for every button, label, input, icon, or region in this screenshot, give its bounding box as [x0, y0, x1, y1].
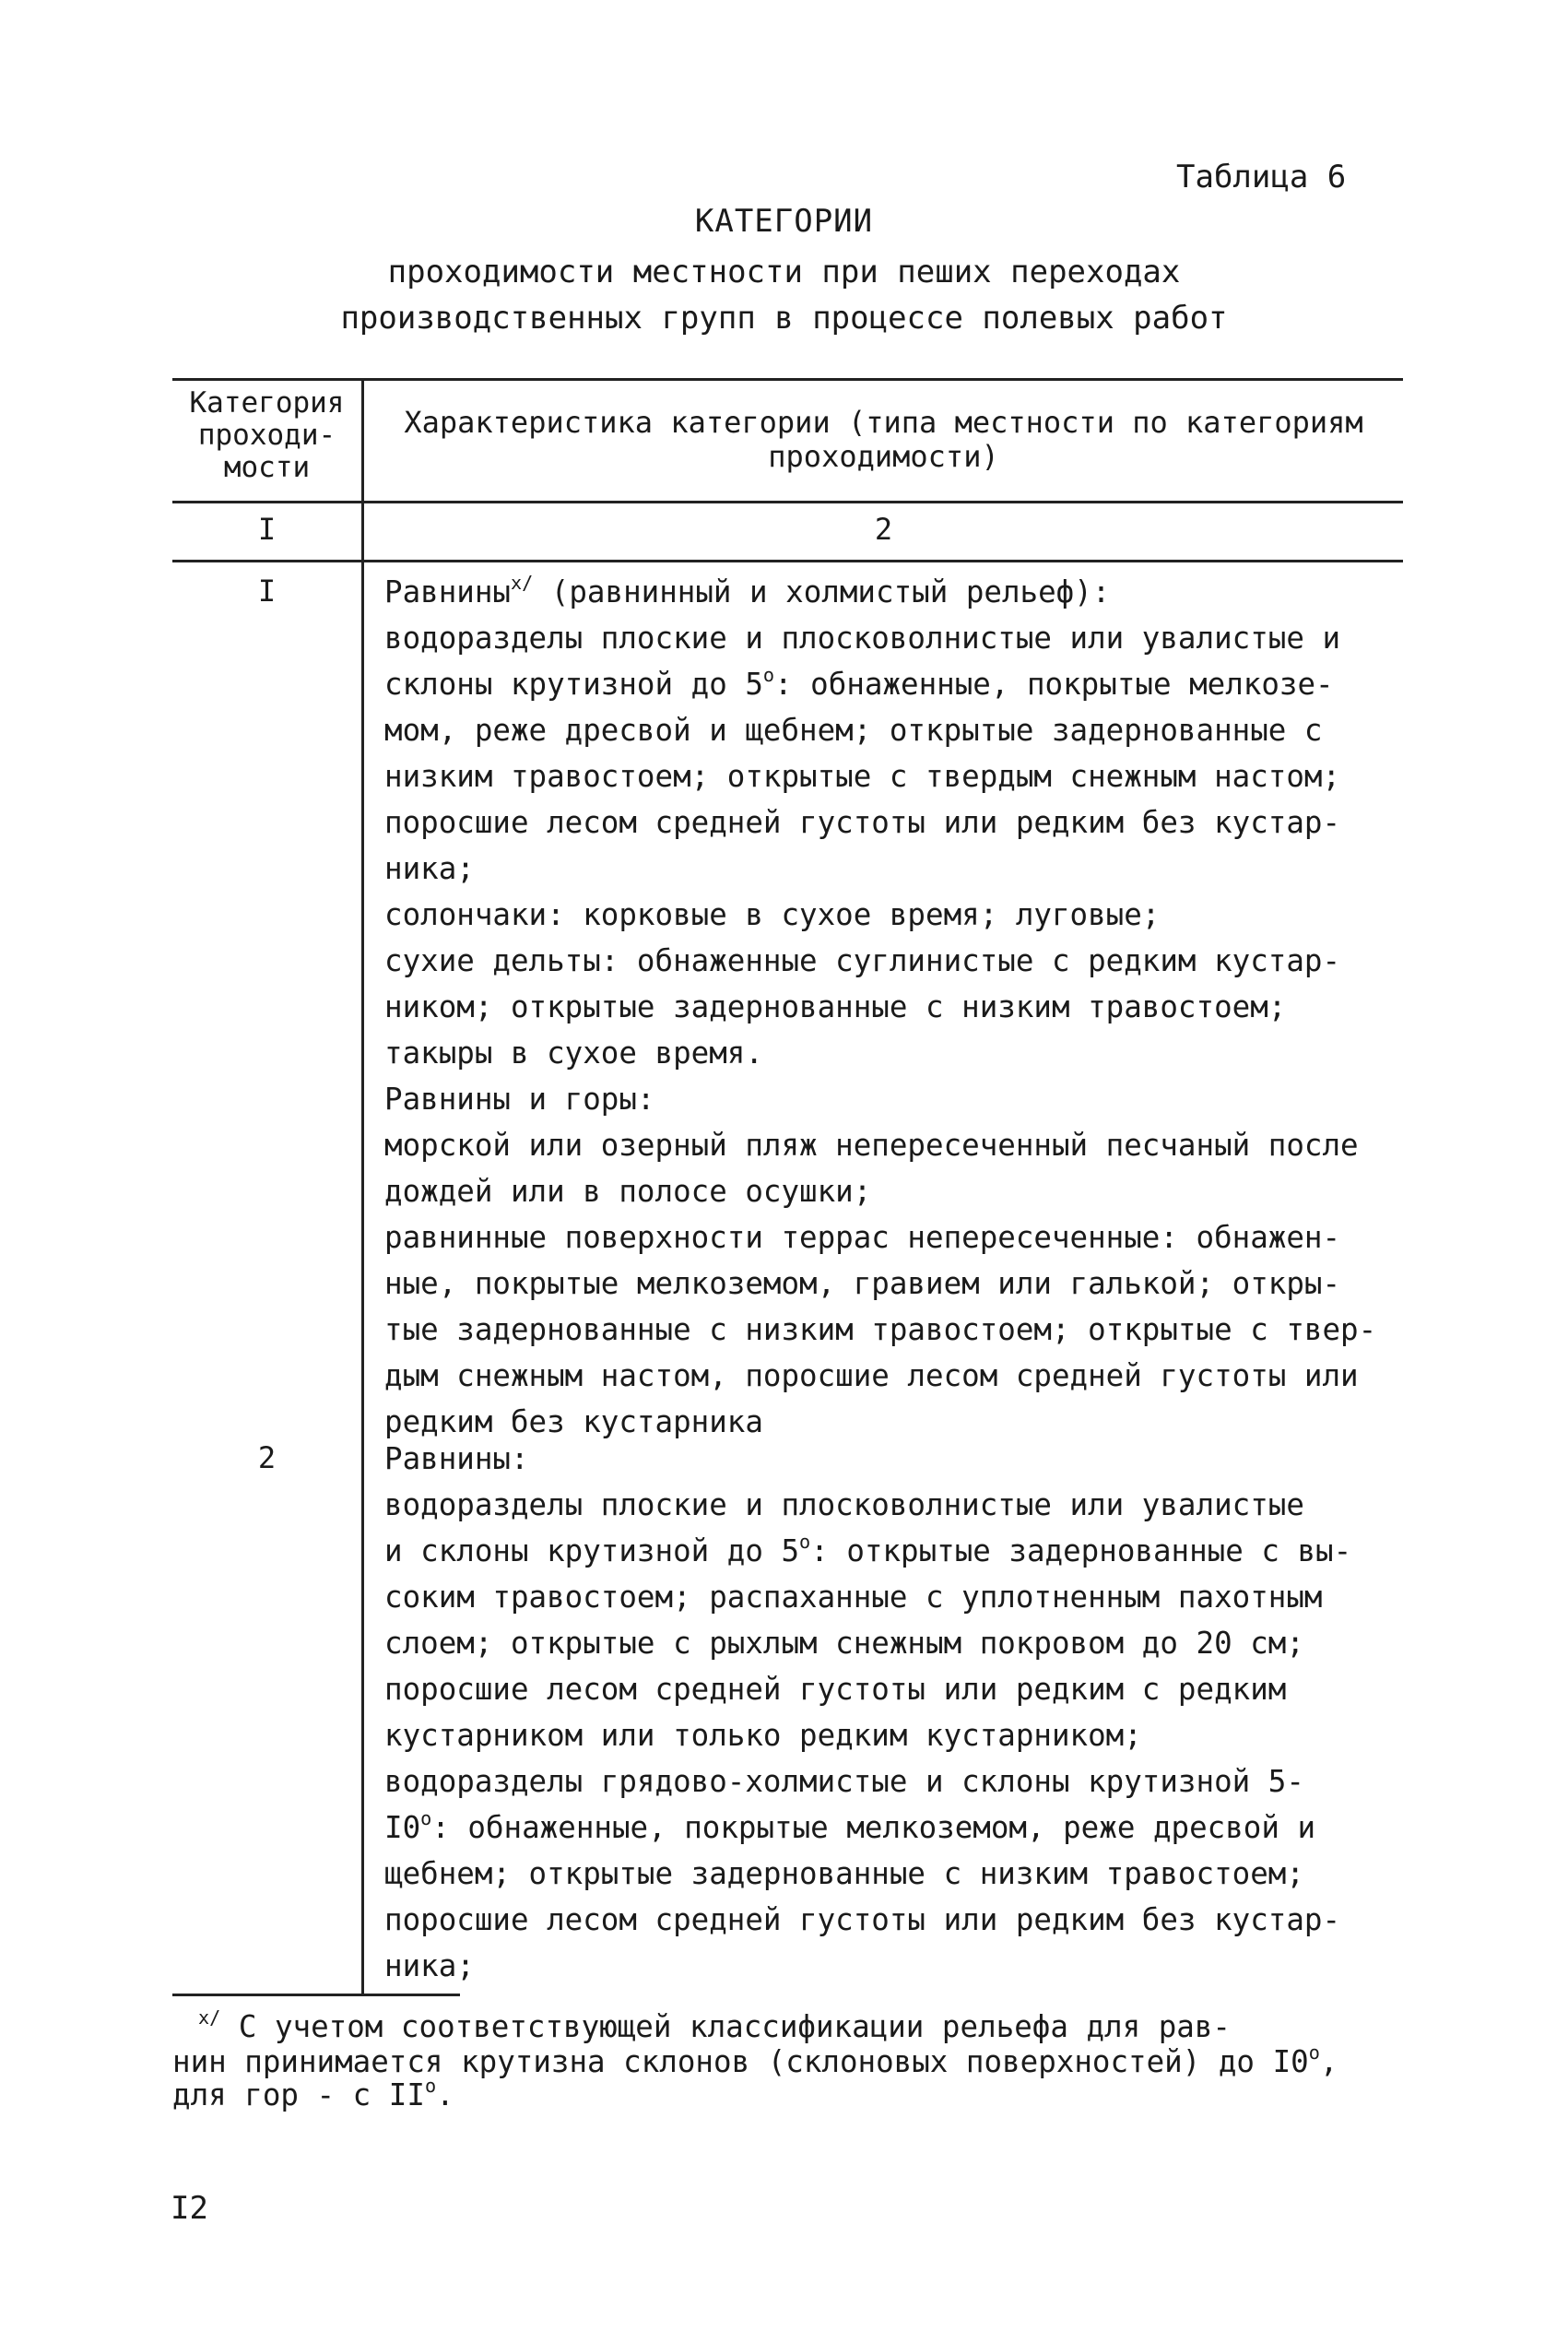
- row-line: водоразделы плоские и плосковолнистые или увалистые: [384, 1487, 1304, 1522]
- row-line: $I0^о$: обнаженные, покрытые мелкоземом, реже дресвой и: [384, 1806, 1316, 1845]
- column-number-1: I: [257, 512, 277, 547]
- row-line: склоны крутизной до $5^о$: обнаженные, покрытые мелкозе-: [384, 663, 1334, 702]
- row-line: дым снежным настом, поросшие лесом средней густоты или: [384, 1358, 1359, 1393]
- table-title: КАТЕГОРИИ: [694, 203, 874, 240]
- row-line: слоем; открытые с рыхлым снежным покровом до 20 см;: [384, 1626, 1304, 1661]
- row-line: поросшие лесом средней густоты или редким без кустар-: [384, 805, 1341, 840]
- table-subtitle-line-1: проходимости местности при пеших переходах: [387, 254, 1181, 290]
- footnote-line-1: $^{х/}$ С учетом соответствующей классификации рельефа для рав-: [198, 2006, 1231, 2044]
- row-line: дождей или в полосе осушки;: [384, 1174, 872, 1209]
- category-1-label: I: [257, 574, 277, 609]
- row-line: ника;: [384, 1948, 475, 1983]
- row-line: и склоны крутизной до $5^о$: открытые задернованные с вы-: [384, 1530, 1352, 1568]
- row-line: соким травостоем; распаханные с уплотненным пахотным: [384, 1580, 1323, 1615]
- header-characteristic: Характеристика категории (типа местности по категориям проходимости): [404, 405, 1363, 474]
- row-line: равнинные поверхности террас непересеченные: обнажен-: [384, 1220, 1341, 1255]
- row-line: Равнины$^{х/}$ (равнинный и холмистый рельеф):: [384, 571, 1111, 609]
- table-subtitle-line-2: производственных групп в процессе полевых работ: [340, 300, 1228, 337]
- row-line: ные, покрытые мелкоземом, гравием или галькой; откры-: [384, 1266, 1341, 1301]
- row-line: Равнины и горы:: [384, 1082, 655, 1117]
- row-line: поросшие лесом средней густоты или редким с редким: [384, 1672, 1287, 1707]
- row-line: водоразделы грядово-холмистые и склоны крутизной 5-: [384, 1764, 1304, 1799]
- row-line: такыры в сухое время.: [384, 1035, 763, 1071]
- header-category: Категория проходи- мости: [189, 386, 345, 484]
- row-line: мом, реже дресвой и щебнем; открытые задернованные с: [384, 713, 1323, 748]
- header-bottom-rule: [172, 501, 1403, 503]
- row-line: Равнины:: [384, 1441, 529, 1476]
- row-line: поросшие лесом средней густоты или редким без кустар-: [384, 1902, 1341, 1937]
- footnote-line-2: нин принимается крутизна склонов (склоновых поверхностей) до $I0^о$,: [172, 2041, 1338, 2079]
- row-line: тые задернованные с низким травостоем; открытые с твер-: [384, 1312, 1377, 1347]
- row-line: щебнем; открытые задернованные с низким травостоем;: [384, 1856, 1304, 1891]
- row-line: низким травостоем; открытые с твердым снежным настом;: [384, 759, 1341, 794]
- footnote-line-3: для гор - с $II^о$.: [172, 2074, 454, 2112]
- column-numbers-bottom-rule: [172, 560, 1403, 562]
- row-line: ником; открытые задернованные с низким травостоем;: [384, 989, 1287, 1024]
- row-line: ника;: [384, 851, 475, 886]
- table-number: Таблица 6: [1176, 159, 1347, 195]
- row-line: морской или озерный пляж непересеченный песчаный после: [384, 1128, 1359, 1163]
- row-line: кустарником или только редким кустарником;: [384, 1718, 1142, 1753]
- table-top-rule: [172, 378, 1403, 381]
- row-line: сухие дельты: обнаженные суглинистые с редким кустар-: [384, 943, 1341, 978]
- row-line: солончаки: корковые в сухое время; луговые;: [384, 897, 1161, 932]
- row-line: редким без кустарника: [384, 1404, 763, 1439]
- category-2-label: 2: [257, 1440, 277, 1475]
- footnote-rule: [172, 1994, 460, 1996]
- column-divider: [361, 378, 364, 1994]
- page-number: I2: [171, 2190, 208, 2227]
- row-line: водоразделы плоские и плосковолнистые или увалистые и: [384, 621, 1341, 656]
- footnote-mark: х/: [198, 2006, 221, 2029]
- column-number-2: 2: [874, 512, 893, 547]
